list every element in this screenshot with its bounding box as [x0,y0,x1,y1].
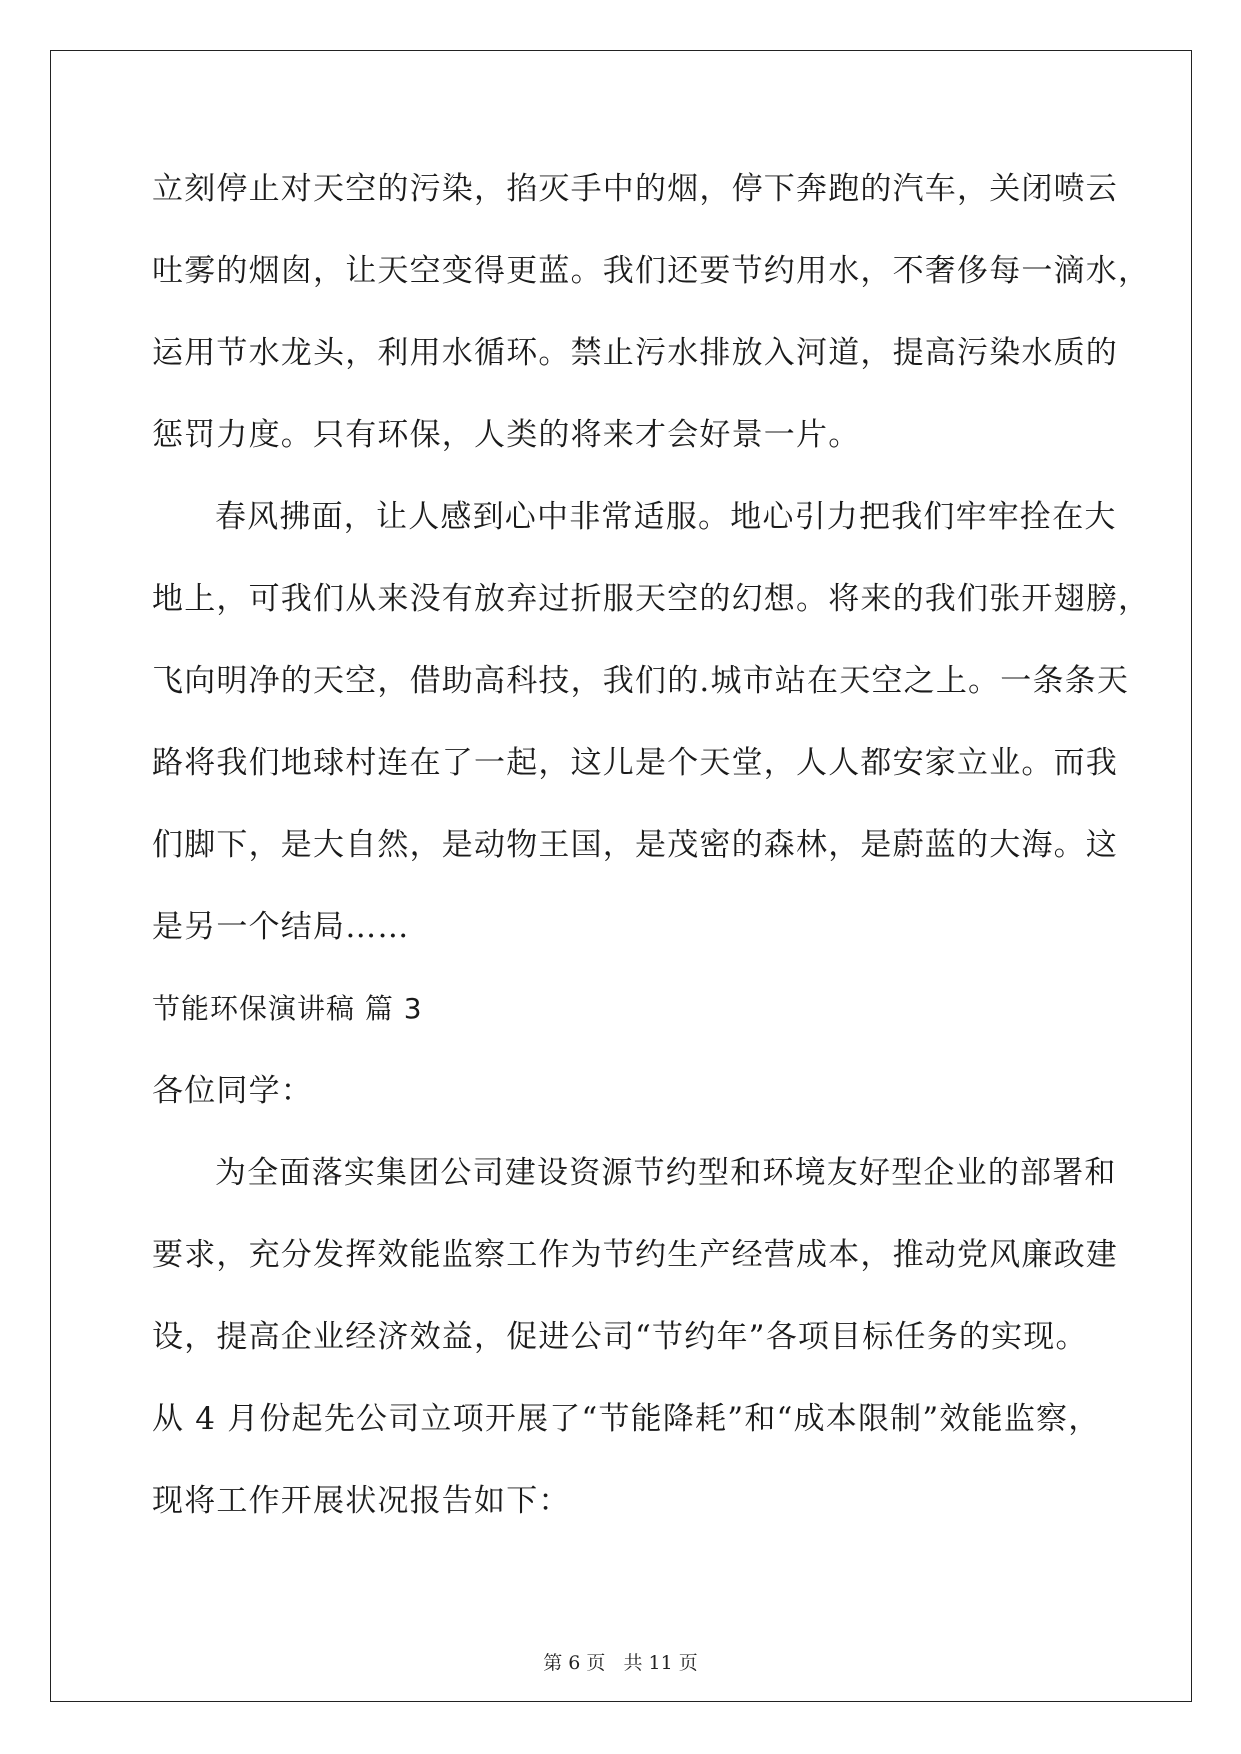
body-line: 飞向明净的天空，借助高科技，我们的.城市站在天空之上。一条条天 [152,663,1130,699]
section-heading: 节能环保演讲稿 篇 3 [152,992,423,1025]
body-line: 地上，可我们从来没有放弃过折服天空的幻想。将来的我们张开翅膀， [152,581,1151,617]
body-line: 现将工作开展状况报告如下： [152,1483,571,1519]
document-body [152,148,1151,1542]
body-line: 设，提高企业经济效益，促进公司“节约年”各项目标任务的实现。 [152,1319,1088,1355]
body-line: 们脚下，是大自然，是动物王国，是茂密的森林，是蔚蓝的大海。这 [152,827,1118,863]
page-number: 第 6 页 [543,1652,606,1674]
body-line: 运用节水龙头，利用水循环。禁止污水排放入河道，提高污染水质的 [152,335,1118,371]
salutation: 各位同学： [152,1073,313,1109]
body-line: 吐雾的烟囱，让天空变得更蓝。我们还要节约用水，不奢侈每一滴水， [152,253,1151,289]
body-line: 春风拂面，让人感到心中非常适服。地心引力把我们牢牢拴在大 [215,499,1117,535]
body-line: 是另一个结局…… [152,909,410,945]
body-line: 要求，充分发挥效能监察工作为节约生产经营成本，推动党风廉政建 [152,1237,1118,1273]
body-line: 路将我们地球村连在了一起，这儿是个天堂，人人都安家立业。而我 [152,745,1118,781]
body-line: 立刻停止对天空的污染，掐灭手中的烟，停下奔跑的汽车，关闭喷云 [152,171,1118,207]
body-line: 从 4 月份起先公司立项开展了“节能降耗”和“成本限制”效能监察， [152,1401,1101,1437]
page-footer [0,1648,1241,1675]
page-total: 共 11 页 [623,1652,698,1674]
body-line: 为全面落实集团公司建设资源节约型和环境友好型企业的部署和 [215,1155,1117,1191]
body-line: 惩罚力度。只有环保，人类的将来才会好景一片。 [152,417,861,453]
